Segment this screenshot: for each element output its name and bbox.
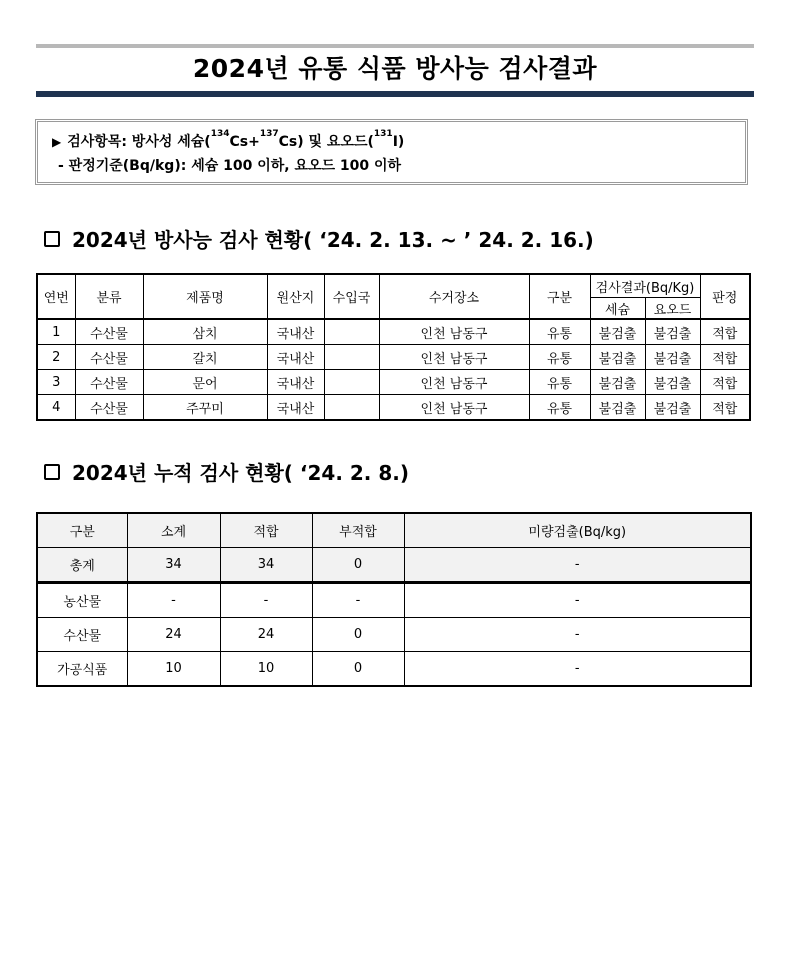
cell-subtotal: 34 (127, 548, 220, 583)
col-header-type: 구분 (37, 513, 127, 548)
cell-product: 주꾸미 (143, 395, 267, 421)
total-row (37, 548, 751, 583)
table-row (37, 583, 751, 618)
col-header-type: 구분 (529, 274, 590, 319)
cell-verdict: 적합 (700, 319, 750, 345)
cell-iodine: 불검출 (645, 319, 700, 345)
cell-no: 1 (37, 319, 75, 345)
title-top-rule (36, 44, 754, 48)
col-header-pass: 적합 (220, 513, 312, 548)
cell-import-country (324, 370, 379, 395)
col-header-location: 수거장소 (379, 274, 529, 319)
cell-origin: 국내산 (267, 370, 324, 395)
cell-location: 인천 남동구 (379, 319, 529, 345)
table-row (37, 370, 750, 395)
info-text: Cs+ (229, 134, 260, 150)
cell-import-country (324, 319, 379, 345)
cell-pass: 24 (220, 618, 312, 652)
cell-type: 총계 (37, 548, 127, 583)
col-header-no: 연번 (37, 274, 75, 319)
cell-iodine: 불검출 (645, 345, 700, 370)
inspection-info-box (35, 119, 748, 185)
col-header-result: 검사결과(Bq/Kg) (590, 274, 700, 298)
cell-import-country (324, 345, 379, 370)
cell-subtotal: 10 (127, 652, 220, 687)
cell-trace: - (404, 583, 751, 618)
isotope-number: 134 (210, 129, 230, 139)
cell-pass: 34 (220, 548, 312, 583)
cell-location: 인천 남동구 (379, 395, 529, 421)
cell-subtotal: - (127, 583, 220, 618)
table-row (37, 395, 750, 421)
cell-trace: - (404, 652, 751, 687)
col-header-origin: 원산지 (267, 274, 324, 319)
cell-product: 삼치 (143, 319, 267, 345)
section2-heading-text: 2024년 누적 검사 현황( ‘24. 2. 8.) (72, 461, 410, 485)
arrow-right-icon: ▶ (52, 135, 62, 149)
section2-heading (44, 457, 409, 486)
cell-category: 수산물 (75, 370, 143, 395)
isotope-number: 137 (259, 129, 279, 139)
cell-category: 수산물 (75, 395, 143, 421)
cell-no: 4 (37, 395, 75, 421)
info-text: Cs) 및 요오드( (278, 134, 374, 150)
col-header-subtotal: 소계 (127, 513, 220, 548)
cell-type: 수산물 (37, 618, 127, 652)
criteria-line: - 판정기준(Bq/kg): 세슘 100 이하, 요오드 100 이하 (58, 158, 402, 174)
cell-type: 유통 (529, 370, 590, 395)
cell-pass: 10 (220, 652, 312, 687)
checkbox-square-icon (44, 231, 60, 247)
cell-type: 유통 (529, 319, 590, 345)
page-title: 2024년 유통 식품 방사능 검사결과 (192, 54, 598, 83)
checkbox-square-icon (44, 464, 60, 480)
cell-type: 가공식품 (37, 652, 127, 687)
cell-type: 유통 (529, 395, 590, 421)
cell-fail: - (312, 583, 404, 618)
cell-cesium: 불검출 (590, 319, 645, 345)
col-header-category: 분류 (75, 274, 143, 319)
cell-iodine: 불검출 (645, 370, 700, 395)
cell-cesium: 불검출 (590, 370, 645, 395)
cell-verdict: 적합 (700, 395, 750, 421)
cell-product: 문어 (143, 370, 267, 395)
cell-type: 유통 (529, 345, 590, 370)
cell-cesium: 불검출 (590, 395, 645, 421)
radioactivity-inspection-table (36, 273, 751, 421)
cell-type: 농산물 (37, 583, 127, 618)
cell-origin: 국내산 (267, 319, 324, 345)
info-text: I) (392, 134, 405, 150)
cell-pass: - (220, 583, 312, 618)
table-row (37, 652, 751, 687)
col-header-product: 제품명 (143, 274, 267, 319)
cell-location: 인천 남동구 (379, 345, 529, 370)
col-header-import-country: 수입국 (324, 274, 379, 319)
col-header-iodine: 요오드 (645, 298, 700, 320)
inspection-items-line (52, 130, 745, 154)
cell-product: 갈치 (143, 345, 267, 370)
cell-subtotal: 24 (127, 618, 220, 652)
cell-trace: - (404, 548, 751, 583)
cell-trace: - (404, 618, 751, 652)
section1-heading-text: 2024년 방사능 검사 현황( ‘24. 2. 13. ~ ’ 24. 2. 16.) (72, 228, 594, 252)
title-bottom-rule (36, 91, 754, 97)
col-header-cesium: 세슘 (590, 298, 645, 320)
cell-origin: 국내산 (267, 395, 324, 421)
cell-fail: 0 (312, 618, 404, 652)
cell-location: 인천 남동구 (379, 370, 529, 395)
cell-no: 2 (37, 345, 75, 370)
cell-origin: 국내산 (267, 345, 324, 370)
cell-category: 수산물 (75, 345, 143, 370)
info-text: 검사항목: 방사성 세슘( (67, 134, 211, 150)
table-row (37, 345, 750, 370)
col-header-verdict: 판정 (700, 274, 750, 319)
cell-cesium: 불검출 (590, 345, 645, 370)
cumulative-inspection-table (36, 512, 752, 687)
cell-iodine: 불검출 (645, 395, 700, 421)
cell-verdict: 적합 (700, 345, 750, 370)
cell-verdict: 적합 (700, 370, 750, 395)
section1-heading (44, 224, 594, 253)
cell-import-country (324, 395, 379, 421)
table-row (37, 618, 751, 652)
isotope-number: 131 (373, 129, 393, 139)
cell-category: 수산물 (75, 319, 143, 345)
cell-fail: 0 (312, 548, 404, 583)
cell-no: 3 (37, 370, 75, 395)
table-row (37, 319, 750, 345)
col-header-trace: 미량검출(Bq/kg) (404, 513, 751, 548)
col-header-fail: 부적합 (312, 513, 404, 548)
cell-fail: 0 (312, 652, 404, 687)
